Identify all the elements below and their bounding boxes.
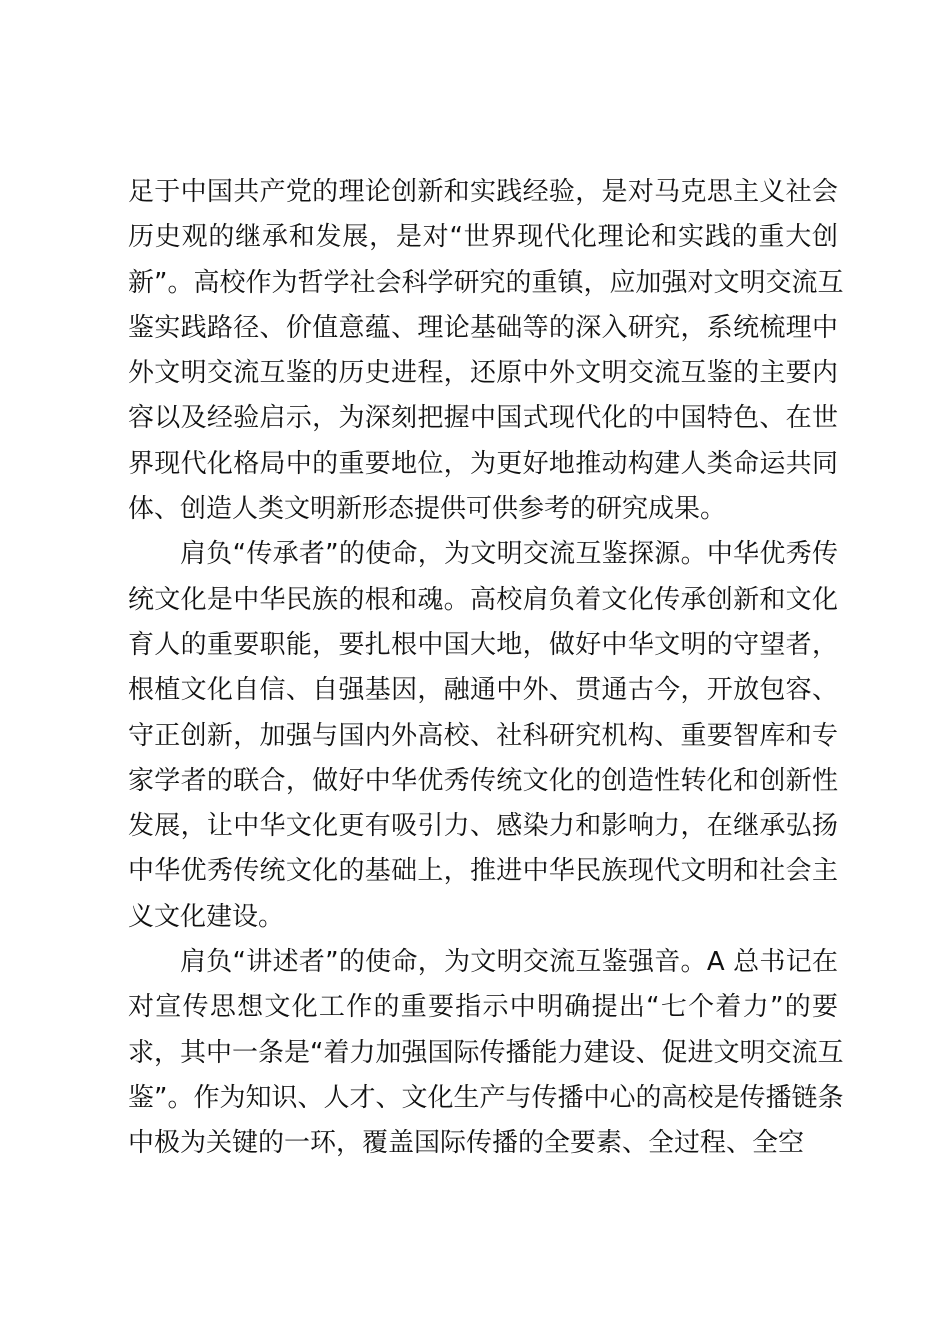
paragraph-1 xyxy=(128,170,844,532)
paragraph-2 xyxy=(128,532,838,940)
text-line: 足于中国共产党的理论创新和实践经验，是对马克思主义社会 xyxy=(128,177,838,207)
paragraph-3 xyxy=(128,940,844,1166)
text-line: 新”。高校作为哲学社会科学研究的重镇，应加强对文明交流互 xyxy=(128,267,844,298)
text-line: 外文明交流互鉴的历史进程，还原中外文明交流互鉴的主要内 xyxy=(128,358,838,389)
text-line: 肩负“讲述者”的使命，为文明交流互鉴强音。A 总书记在 xyxy=(180,947,838,978)
text-line: 体、创造人类文明新形态提供可供参考的研究成果。 xyxy=(128,494,727,525)
text-line: 中华优秀传统文化的基础上，推进中华民族现代文明和社会主 xyxy=(128,856,838,887)
text-line: 统文化是中华民族的根和魂。高校肩负着文化传承创新和文化 xyxy=(128,584,838,615)
text-line: 肩负“传承者”的使命，为文明交流互鉴探源。中华优秀传 xyxy=(180,539,838,570)
text-line: 鉴”。作为知识、人才、文化生产与传播中心的高校是传播链条 xyxy=(128,1082,844,1113)
body-text xyxy=(128,170,844,1167)
text-line: 义文化建设。 xyxy=(128,901,285,932)
text-line: 鉴实践路径、价值意蕴、理论基础等的深入研究，系统梳理中 xyxy=(128,312,838,343)
text-line: 求，其中一条是“着力加强国际传播能力建设、促进文明交流互 xyxy=(128,1037,844,1068)
text-line: 历史观的继承和发展，是对“世界现代化理论和实践的重大创 xyxy=(128,222,838,253)
text-line: 对宣传思想文化工作的重要指示中明确提出“七个着力”的要 xyxy=(128,992,838,1023)
text-line: 容以及经验启示，为深刻把握中国式现代化的中国特色、在世 xyxy=(128,403,838,434)
text-line: 育人的重要职能，要扎根中国大地，做好中华文明的守望者， xyxy=(128,629,838,660)
text-line: 中极为关键的一环，覆盖国际传播的全要素、全过程、全空 xyxy=(128,1128,805,1159)
text-line: 根植文化自信、自强基因，融通中外、贯通古今，开放包容、 xyxy=(128,675,838,706)
text-line: 守正创新，加强与国内外高校、社科研究机构、重要智库和专 xyxy=(128,720,838,751)
text-line: 界现代化格局中的重要地位，为更好地推动构建人类命运共同 xyxy=(128,448,838,479)
text-line: 发展，让中华文化更有吸引力、感染力和影响力，在继承弘扬 xyxy=(128,811,838,842)
text-line: 家学者的联合，做好中华优秀传统文化的创造性转化和创新性 xyxy=(128,765,838,796)
